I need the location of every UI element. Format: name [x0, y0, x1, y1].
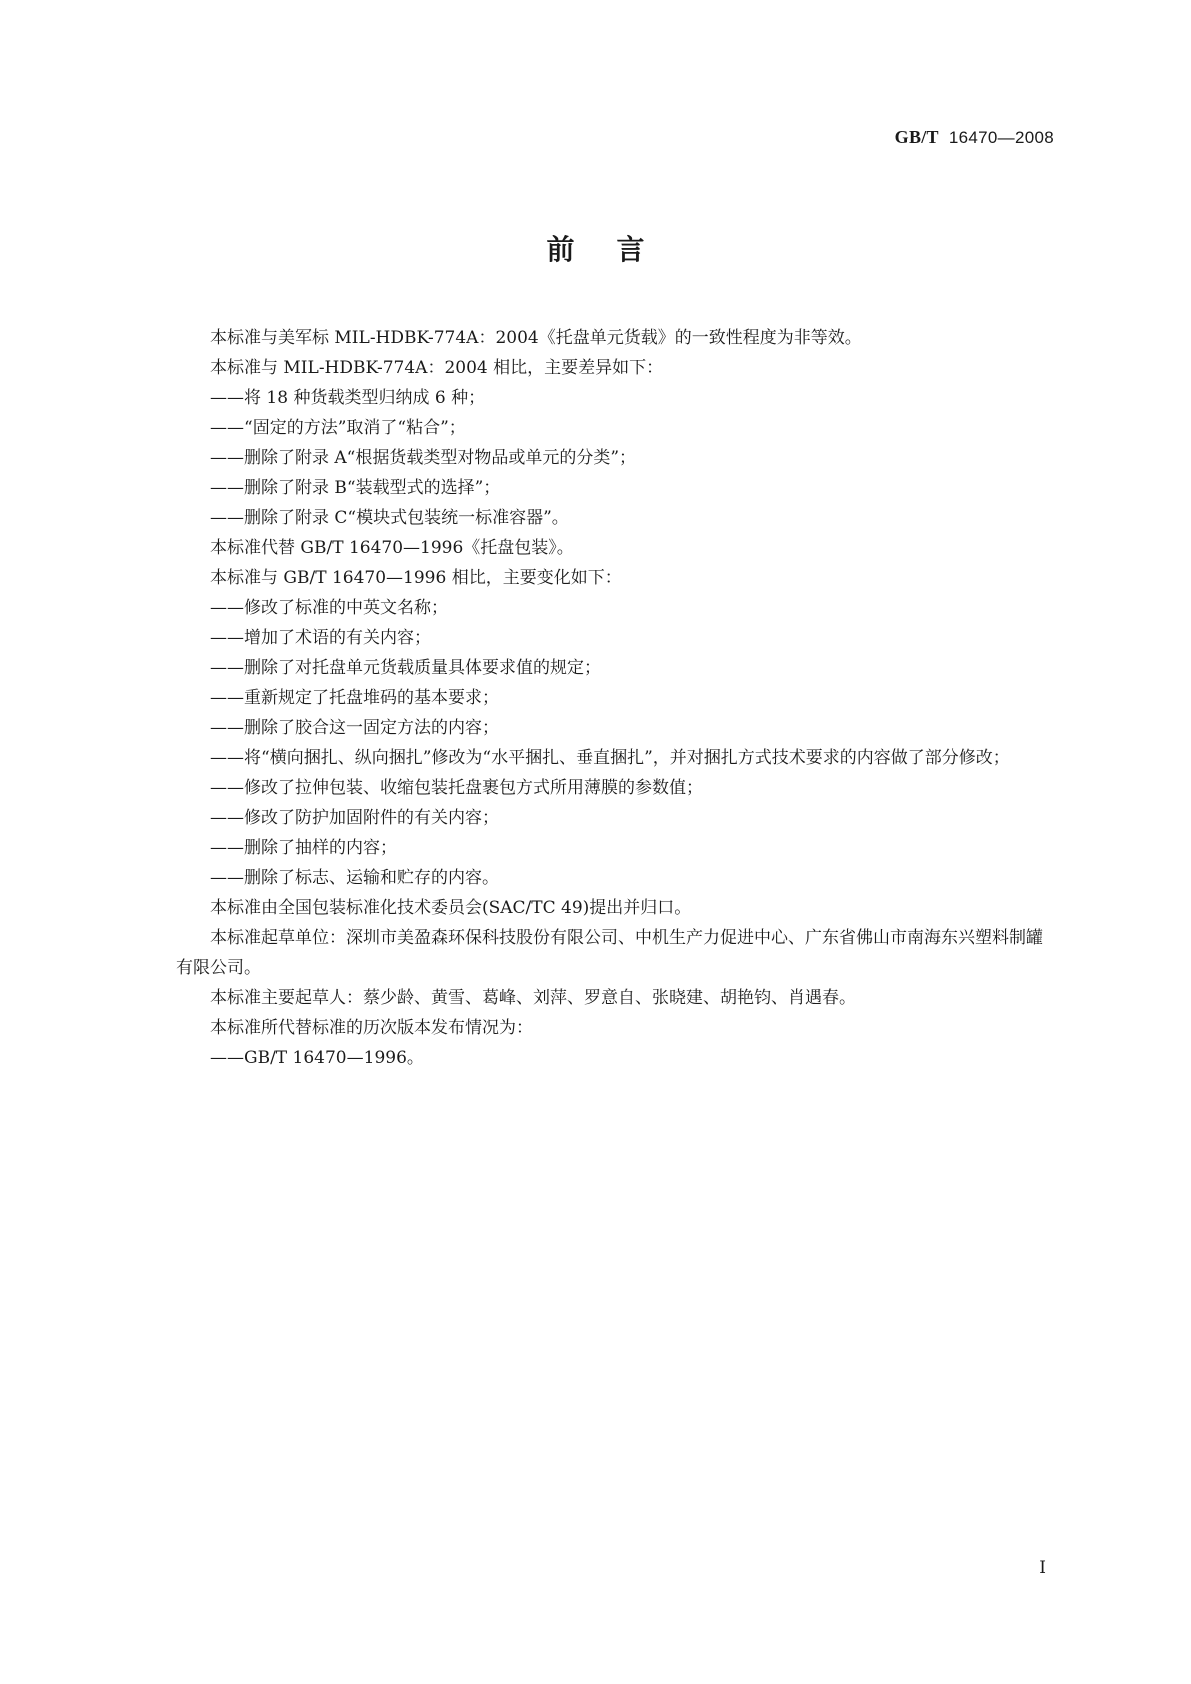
list-item: ——删除了胶合这一固定方法的内容；: [210, 718, 499, 738]
foreword-body: [176, 323, 1056, 1073]
list-item: ——重新规定了托盘堆码的基本要求；: [210, 688, 499, 708]
standard-code: GB/T: [894, 127, 939, 147]
list-item: ——删除了附录 A“根据货载类型对物品或单元的分类”；: [210, 448, 637, 468]
list-item: ——删除了附录 B“装载型式的选择”；: [210, 478, 501, 498]
list-item: ——将 18 种货载类型归纳成 6 种；: [210, 388, 486, 408]
list-item: ——增加了术语的有关内容；: [210, 628, 431, 648]
list-item: ——删除了对托盘单元货载质量具体要求值的规定；: [210, 658, 601, 678]
list-item: ——删除了标志、运输和贮存的内容。: [210, 868, 499, 888]
paragraph-change-intro: 本标准与 GB/T 16470—1996 相比，主要变化如下：: [210, 568, 622, 588]
list-item: ——“固定的方法”取消了“粘合”；: [210, 418, 466, 438]
paragraph-replaces: 本标准代替 GB/T 16470—1996《托盘包装》。: [210, 538, 574, 558]
page-number: I: [1039, 1558, 1046, 1578]
list-item: ——将“横向捆扎、纵向捆扎”修改为“水平捆扎、垂直捆扎”，并对捆扎方式技术要求的内容做了部分修改；: [210, 748, 1010, 768]
paragraph-equivalence: 本标准与美军标 MIL-HDBK-774A：2004《托盘单元货载》的一致性程度为非等效。: [210, 328, 862, 348]
list-item: ——GB/T 16470—1996。: [210, 1048, 424, 1068]
list-item: ——修改了拉伸包装、收缩包装托盘裹包方式所用薄膜的参数值；: [210, 778, 703, 798]
list-item: ——删除了抽样的内容；: [210, 838, 397, 858]
paragraph-diff-intro: 本标准与 MIL-HDBK-774A：2004 相比，主要差异如下：: [210, 358, 664, 378]
paragraph-drafters: 本标准主要起草人：蔡少龄、黄雪、葛峰、刘萍、罗意自、张晓建、胡艳钧、肖遇春。: [210, 988, 856, 1008]
standard-year-number: 16470—2008: [948, 128, 1054, 147]
paragraph-proposer: 本标准由全国包装标准化技术委员会(SAC/TC 49)提出并归口。: [210, 898, 692, 918]
page-title: 前言: [546, 233, 687, 266]
standard-number: [895, 127, 1054, 148]
list-item: ——修改了标准的中英文名称；: [210, 598, 448, 618]
paragraph-drafting-units: 本标准起草单位：深圳市美盈森环保科技股份有限公司、中机生产力促进中心、广东省佛山市南海东兴塑料制罐有限公司。: [176, 928, 1043, 978]
paragraph-history-intro: 本标准所代替标准的历次版本发布情况为：: [210, 1018, 533, 1038]
list-item: ——删除了附录 C“模块式包装统一标准容器”。: [210, 508, 569, 528]
list-item: ——修改了防护加固附件的有关内容；: [210, 808, 499, 828]
